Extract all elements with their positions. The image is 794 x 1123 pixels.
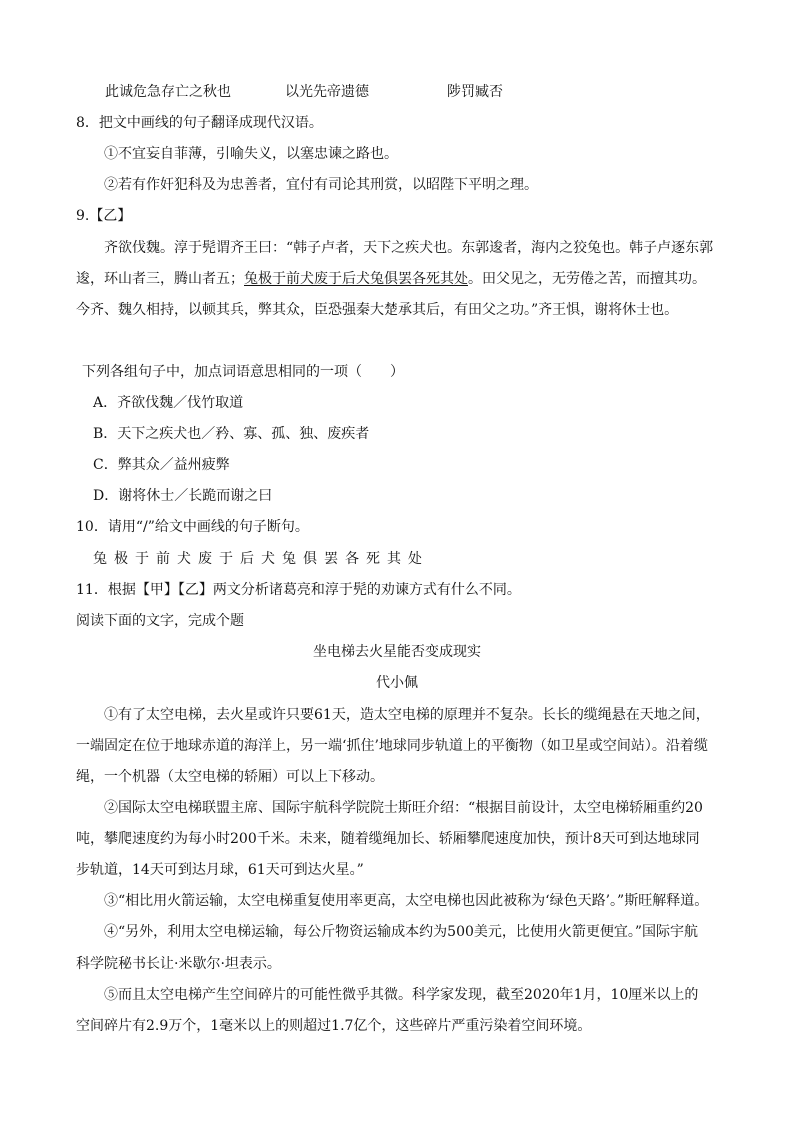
phrase-1: 此诚危急存亡之秋也: [105, 84, 231, 100]
article-author: 代小佩: [376, 675, 418, 691]
paragraph-1-line-1: ①有了太空电梯，去火星或许只要61天，造太空电梯的原理并不复杂。长长的缆绳悬在天地之间，: [104, 707, 710, 723]
option-b: B．天下之疾犬也／矜、寡、孤、独、废疾者: [93, 426, 370, 442]
option-c: C．弊其众／益州疲弊: [93, 457, 230, 473]
option-d: D．谢将休士／长跪而谢之曰: [93, 488, 273, 504]
q9-passage-text: 。田父见之，无劳倦之苦，而擅其功。: [468, 271, 706, 287]
q9-passage-line-2: [76, 269, 706, 289]
q10-stem: 10．请用“/”给文中画线的句子断句。: [76, 519, 309, 535]
paragraph-2-line-1: ②国际太空电梯联盟主席、国际宇航科学院院士斯旺介绍：“根据目前设计，太空电梯轿厢重约20: [104, 800, 703, 816]
paragraph-2-line-2: 吨，攀爬速度约为每小时200千米。未来，随着缆绳加长、轿厢攀爬速度加快，预计8天可到达地球同: [76, 831, 700, 847]
phrase-2: 以光先帝遗德: [285, 84, 369, 100]
q11-stem: 11．根据【甲】【乙】两文分析诸葛亮和淳于髡的劝谏方式有什么不同。: [76, 582, 521, 598]
paragraph-1-line-3: 绳，一个机器（太空电梯的轿厢）可以上下移动。: [76, 769, 384, 785]
article-title: 坐电梯去火星能否变成现实: [313, 644, 481, 660]
paragraph-3-line-1: ③“相比用火箭运输，太空电梯重复使用率更高，太空电梯也因此被称为‘绿色天路’。”斯旺解释道。: [104, 893, 709, 909]
q9-passage-text: 逡，环山者三，腾山者五；: [76, 271, 244, 287]
phrase-row: [105, 82, 503, 102]
underlined-sentence: 兔极于前犬废于后犬兔俱罢各死其处: [244, 271, 468, 287]
paragraph-1-line-2: 一端固定在位于地球赤道的海洋上，另一端‘抓住’地球同步轨道上的平衡物（如卫星或空间站）。沿着缆: [76, 738, 708, 754]
paragraph-5-line-2: 空间碎片有2.9万个，1毫米以上的则超过1.7亿个，这些碎片严重污染着空间环境。: [76, 1018, 592, 1034]
paragraph-2-line-3: 步轨道，14天可到达月球，61天可到达火星。”: [76, 862, 364, 878]
paragraph-5-line-1: ⑤而且太空电梯产生空间碎片的可能性微乎其微。科学家发现，截至2020年1月，10厘米以上的: [104, 987, 699, 1003]
q8-sentence-1: ①不宜妄自菲薄，引喻失义，以塞忠谏之路也。: [104, 146, 398, 162]
paragraph-4-line-1: ④“另外，利用太空电梯运输，每公斤物资运输成本约为500美元，比使用火箭更便宜。”国际宇航: [104, 924, 699, 940]
q9-passage-line-3: 今齐、魏久相持，以顿其兵，弊其众，臣恐强秦大楚承其后，有田父之功。”齐王惧，谢将休士也。: [76, 302, 679, 318]
q9-question: 下列各组句子中，加点词语意思相同的一项（ ）: [82, 364, 404, 380]
q8-sentence-2: ②若有作奸犯科及为忠善者，宜付有司论其刑赏，以昭陛下平明之理。: [104, 177, 538, 193]
q9-passage-line-1: 齐欲伐魏。淳于髡谓齐王曰：“韩子卢者，天下之疾犬也。东郭逡者，海内之狡兔也。韩子卢逐东郭: [104, 240, 714, 256]
q9-label: 9.【乙】: [76, 208, 132, 224]
paragraph-4-line-2: 科学院秘书长让·米歇尔·坦表示。: [76, 956, 281, 972]
q8-stem: 8．把文中画线的句子翻译成现代汉语。: [76, 115, 323, 131]
phrase-3: 陟罚臧否: [447, 84, 503, 100]
q10-sentence: 兔极于前犬废于后犬兔俱罢各死其处: [93, 551, 429, 567]
option-a: A．齐欲伐魏／伐竹取道: [93, 395, 244, 411]
reading-intro: 阅读下面的文字，完成个题: [76, 613, 244, 629]
